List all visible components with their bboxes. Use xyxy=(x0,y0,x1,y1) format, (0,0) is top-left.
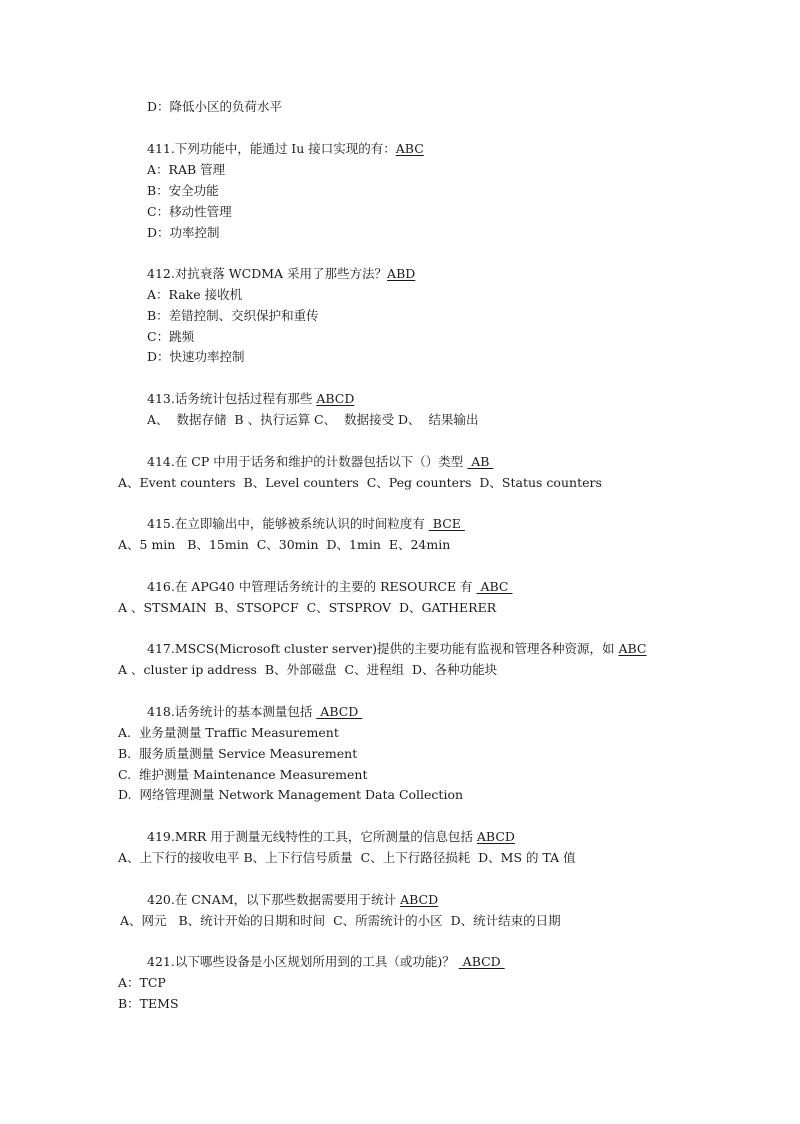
option-line: C：移动性管理 xyxy=(147,204,232,219)
question-line: 417.MSCS(Microsoft cluster server)提供的主要功能有监视和管理各种资源，如 ABC xyxy=(147,641,647,656)
option-line: A. 业务量测量 Traffic Measurement xyxy=(118,725,339,740)
answer-key: ABCD xyxy=(316,391,355,406)
option-line: A：TCP xyxy=(118,975,166,990)
option-line: A、Event counters B、Level counters C、Peg counters D、Status counters xyxy=(118,475,602,490)
question-line: 411.下列功能中，能通过 Iu 接口实现的有：ABC xyxy=(147,141,424,156)
option-line: C. 维护测量 Maintenance Measurement xyxy=(118,767,368,782)
answer-key: ABCD xyxy=(316,704,363,719)
answer-key: BCE xyxy=(428,516,465,531)
question-line: 414.在 CP 中用于话务和维护的计数器包括以下（）类型 AB xyxy=(147,454,494,469)
option-line: D：快速功率控制 xyxy=(147,349,245,364)
answer-key: AB xyxy=(467,454,494,469)
answer-key: ABC xyxy=(395,141,424,156)
answer-key: ABC xyxy=(476,579,513,594)
option-line: A、上下行的接收电平 B、上下行信号质量 C、上下行路径损耗 D、MS 的 TA 值 xyxy=(118,850,576,865)
answer-key: ABCD xyxy=(458,954,505,969)
answer-key: ABCD xyxy=(476,829,515,844)
answer-key: ABD xyxy=(387,266,416,281)
option-line: A、网元 B、统计开始的日期和时间 C、所需统计的小区 D、统计结束的日期 xyxy=(120,913,561,928)
question-line: 419.MRR 用于测量无线特性的工具，它所测量的信息包括 ABCD xyxy=(147,829,515,844)
option-line: A：RAB 管理 xyxy=(147,162,226,177)
option-line: A 、cluster ip address B、外部磁盘 C、进程组 D、各种功能块 xyxy=(118,662,498,677)
answer-key: ABCD xyxy=(400,892,439,907)
option-line: B：差错控制、交织保护和重传 xyxy=(147,308,319,323)
option-line: A、5 min B、15min C、30min D、1min E、24min xyxy=(118,537,451,552)
question-line: 413.话务统计包括过程有那些 ABCD xyxy=(147,391,355,406)
option-line: D：功率控制 xyxy=(147,225,220,240)
question-line: 418.话务统计的基本测量包括 ABCD xyxy=(147,704,363,719)
question-line: 412.对抗衰落 WCDMA 采用了那些方法？ABD xyxy=(147,266,416,281)
question-line: 421.以下哪些设备是小区规划所用到的工具（或功能)？ ABCD xyxy=(147,954,505,969)
answer-key: ABC xyxy=(618,641,647,656)
option-line: A：Rake 接收机 xyxy=(147,287,243,302)
option-line: A、 数据存储 B 、执行运算 C、 数据接受 D、 结果输出 xyxy=(147,412,479,427)
question-line: 420.在 CNAM，以下那些数据需要用于统计 ABCD xyxy=(147,892,439,907)
question-line: 416.在 APG40 中管理话务统计的主要的 RESOURCE 有 ABC xyxy=(147,579,513,594)
option-line: B：TEMS xyxy=(118,996,179,1011)
option-line: B：安全功能 xyxy=(147,183,219,198)
option-line: A 、STSMAIN B、STSOPCF C、STSPROV D、GATHERER xyxy=(118,600,497,615)
option-line: B. 服务质量测量 Service Measurement xyxy=(118,746,358,761)
option-line: D. 网络管理测量 Network Management Data Collection xyxy=(118,787,464,802)
question-line: 415.在立即输出中，能够被系统认识的时间粒度有 BCE xyxy=(147,516,465,531)
option-line: C：跳频 xyxy=(147,329,195,344)
option-line: D：降低小区的负荷水平 xyxy=(147,99,283,114)
